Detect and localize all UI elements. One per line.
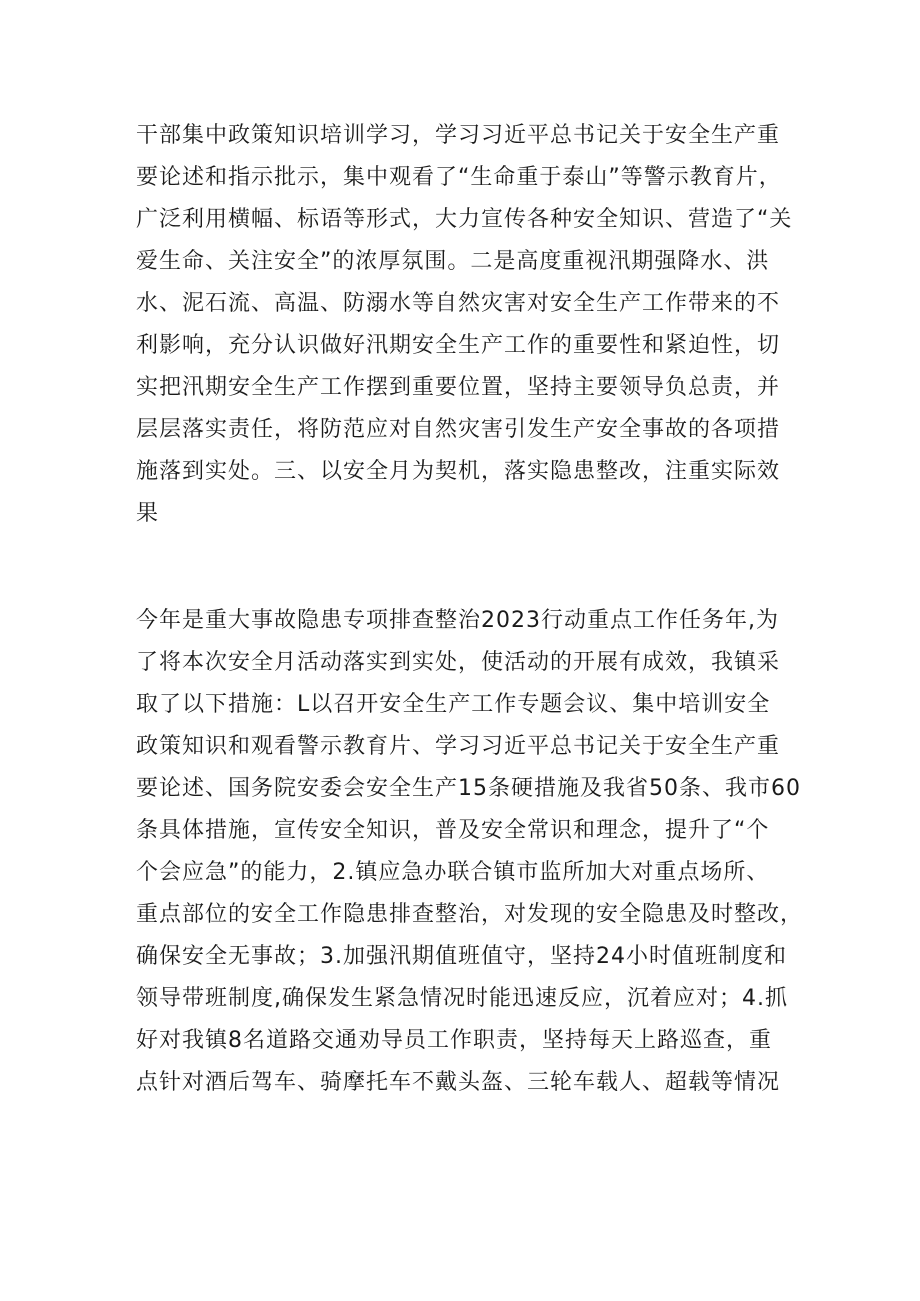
paragraph-line: 利影响，充分认识做好汛期安全生产工作的重要性和紧迫性，切 — [136, 333, 781, 358]
paragraph-line: 层层落实责任，将防范应对自然灾害引发生产安全事故的各项措 — [136, 417, 781, 442]
paragraph-line: 施落到实处。三、以安全月为契机，落实隐患整改，注重实际效 — [136, 459, 781, 484]
paragraph-1 — [136, 115, 796, 535]
paragraph-line: 确保安全无事故；3.加强汛期值班值守，坚持24小时值班制度和 — [136, 944, 787, 969]
paragraph-line: 重点部位的安全工作隐患排查整治，对发现的安全隐患及时整改， — [136, 902, 804, 927]
paragraph-line: 个会应急”的能力，2.镇应急办联合镇市监所加大对重点场所、 — [136, 860, 770, 885]
paragraph-line: 果 — [136, 501, 160, 526]
paragraph-line: 广泛利用横幅、标语等形式，大力宣传各种安全知识、营造了“关 — [136, 207, 793, 232]
paragraph-line: 取了以下措施：L以召开安全生产工作专题会议、集中培训安全 — [136, 692, 771, 717]
paragraph-2 — [136, 600, 804, 1104]
paragraph-line: 要论述和指示批示，集中观看了“生命重于泰山”等警示教育片， — [136, 165, 782, 190]
paragraph-line: 干部集中政策知识培训学习，学习习近平总书记关于安全生产重 — [136, 123, 781, 148]
paragraph-line: 好对我镇8名道路交通劝导员工作职责，坚持每天上路巡查，重 — [136, 1028, 772, 1053]
paragraph-line: 了将本次安全月活动落实到实处，使活动的开展有成效，我镇采 — [136, 650, 781, 675]
paragraph-line: 点针对酒后驾车、骑摩托车不戴头盔、三轮车载人、超载等情况 — [136, 1070, 781, 1095]
paragraph-line: 水、泥石流、高温、防溺水等自然灾害对安全生产工作带来的不 — [136, 291, 781, 316]
paragraph-line: 条具体措施，宣传安全知识，普及安全常识和理念，提升了“个 — [136, 818, 770, 843]
paragraph-line: 要论述、国务院安委会安全生产15条硬措施及我省50条、我市60 — [136, 776, 801, 801]
paragraph-line: 爱生命、关注安全”的浓厚氛围。二是高度重视汛期强降水、洪 — [136, 249, 770, 274]
paragraph-line: 实把汛期安全生产工作摆到重要位置，坚持主要领导负总责，并 — [136, 375, 781, 400]
paragraph-line: 领导带班制度,确保发生紧急情况时能迅速反应，沉着应对；4.抓 — [136, 986, 788, 1011]
paragraph-line: 政策知识和观看警示教育片、学习习近平总书记关于安全生产重 — [136, 734, 781, 759]
paragraph-line: 今年是重大事故隐患专项排查整治2023行动重点工作任务年,为 — [136, 608, 779, 633]
